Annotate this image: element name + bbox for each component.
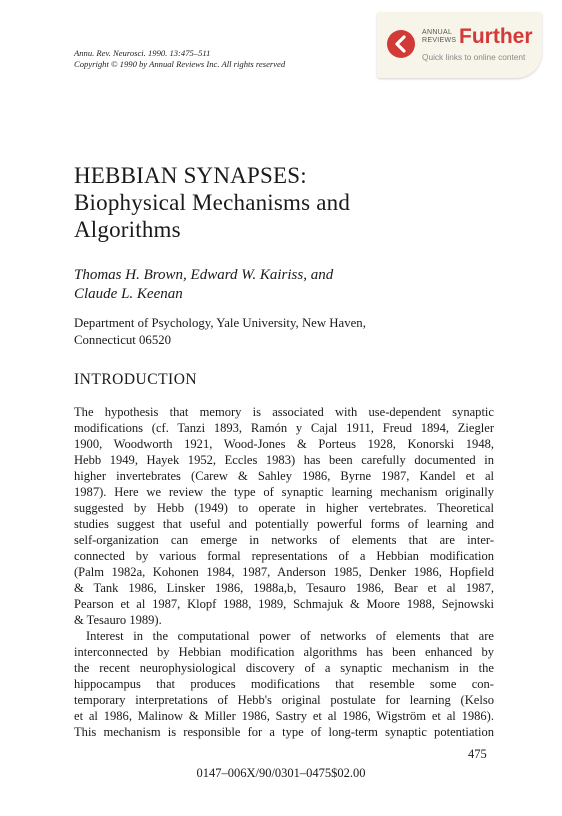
author-line: Thomas H. Brown, Edward W. Kairiss, and xyxy=(74,267,334,283)
journal-citation xyxy=(74,48,285,70)
body-line: connected by various formal representations of a Hebbian modification xyxy=(74,549,494,563)
body-line: modifications (cf. Tanzi 1893, Ramón y Cajal 1911, Freud 1894, Ziegler xyxy=(74,421,494,435)
citation-line: Annu. Rev. Neurosci. 1990. 13:475–511 xyxy=(74,48,211,58)
body-line: the recent neurophysiological discovery of a synaptic mechanism in the xyxy=(74,661,494,675)
body-line: (Palm 1982a, Kohonen 1984, 1987, Anderson 1985, Denker 1986, Hopfield xyxy=(74,565,494,579)
body-line: 1900, Woodworth 1921, Wood-Jones & Porteus 1928, Konorski 1948, xyxy=(74,437,494,451)
body-line: suggested by Hebb (1949) to operate in higher vertebrates. Theoretical xyxy=(74,501,494,515)
page-number: 475 xyxy=(468,747,487,761)
author-list xyxy=(74,266,333,304)
body-line: higher invertebrates (Carew & Sahley 1986, Byrne 1987, Kandel et al xyxy=(74,469,494,483)
article-title xyxy=(74,162,350,243)
author-line: Claude L. Keenan xyxy=(74,286,183,302)
body-line: self-organization can emerge in networks of elements that are inter- xyxy=(74,533,494,547)
body-line: Pearson et al 1987, Klopf 1988, 1989, Schmajuk & Moore 1988, Sejnowski xyxy=(74,597,494,611)
annual-reviews-further-banner[interactable] xyxy=(377,12,542,78)
body-line: studies suggest that useful and potentially powerful forms of learning and xyxy=(74,517,494,531)
affiliation-line: Department of Psychology, Yale University, New Haven, xyxy=(74,316,366,330)
copyright-line: Copyright © 1990 by Annual Reviews Inc. All rights reserved xyxy=(74,59,286,69)
body-line: & Tesauro 1989). xyxy=(74,613,162,627)
wordmark-annual: ANNUAL xyxy=(422,29,453,36)
body-line: temporary interpretations of Hebb's original postulate for learning (Kelso xyxy=(74,693,494,707)
section-heading: INTRODUCTION xyxy=(74,371,198,388)
wordmark-reviews: REVIEWS xyxy=(422,37,457,44)
body-line: Interest in the computational power of networks of elements that are xyxy=(86,629,494,643)
article-code: 0147–006X/90/0301–0475$02.00 xyxy=(196,766,366,780)
chevron-left-icon xyxy=(387,30,415,58)
body-line: et al 1986, Malinow & Miller 1986, Sastry et al 1986, Wigström et al 1986). xyxy=(74,709,494,723)
affiliation-line: Connecticut 06520 xyxy=(74,333,172,347)
body-line: & Tank 1986, Linsker 1986, 1988a,b, Tesauro 1986, Bear et al 1987, xyxy=(74,581,494,595)
body-line: The hypothesis that memory is associated with use-dependent synaptic xyxy=(74,405,494,419)
title-line: HEBBIAN SYNAPSES: xyxy=(74,163,307,188)
body-line: interconnected by Hebbian modification algorithms has been enhanced by xyxy=(74,645,494,659)
body-text xyxy=(74,404,494,740)
title-line: Algorithms xyxy=(74,217,181,242)
body-line: Hebb 1949, Hayek 1952, Eccles 1983) has been carefully documented in xyxy=(74,453,494,467)
body-line: This mechanism is responsible for a type of long-term synaptic potentiation xyxy=(74,725,494,739)
body-line: hippocampus that produces modifications that resemble some con- xyxy=(74,677,494,691)
annual-reviews-wordmark xyxy=(422,29,456,45)
further-label: Further xyxy=(459,25,533,48)
body-line: 1987). Here we review the type of synaptic learning mechanism originally xyxy=(74,485,494,499)
affiliation xyxy=(74,315,366,349)
banner-tagline: Quick links to online content xyxy=(422,52,526,62)
title-line: Biophysical Mechanisms and xyxy=(74,190,351,215)
